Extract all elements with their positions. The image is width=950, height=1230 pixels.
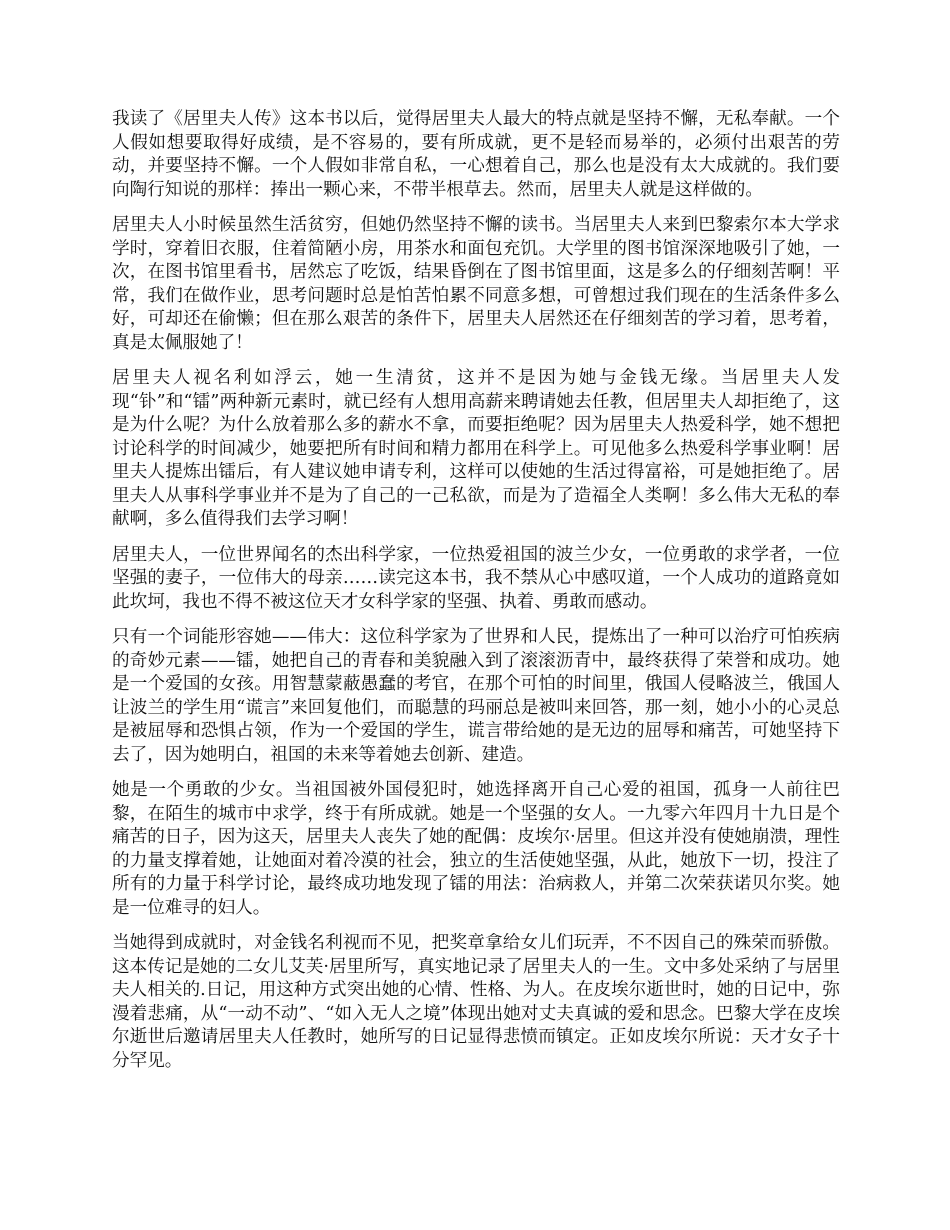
paragraph-5: 只有一个词能形容她——伟大：这位科学家为了世界和人民，提炼出了一种可以治疗可怕疾病的奇妙元素——镭，她把自己的青春和美貌融入到了滚滚沥青中，最终获得了荣誉和成功。她是一个爱国的女孩。用智慧蒙蔽愚蠢的考官，在那个可怕的时间里，俄国人侵略波兰，俄国人让波兰的学生用“谎言”来回复他们，而聪慧的玛丽总是被叫来回答，那一刻，她小小的心灵总是被屈辱和恐惧占领，作为一个爱国的学生，谎言带给她的是无边的屈辱和痛苦，可她坚持下去了，因为她明白，祖国的未来等着她去创新、建造。 [112,627,840,765]
paragraph-1: 我读了《居里夫人传》这本书以后，觉得居里夫人最大的特点就是坚持不懈，无私奉献。一个人假如想要取得好成绩，是不容易的，要有所成就，更不是轻而易举的，必须付出艰苦的劳动，并要坚持不懈。一个人假如非常自私，一心想着自己，那么也是没有太大成就的。我们要向陶行知说的那样：捧出一颗心来，不带半根草去。然而，居里夫人就是这样做的。 [112,109,840,200]
paragraph-6: 她是一个勇敢的少女。当祖国被外国侵犯时，她选择离开自己心爱的祖国，孤身一人前往巴黎，在陌生的城市中求学，终于有所成就。她是一个坚强的女人。一九零六年四月十九日是个痛苦的日子，因为这天，居里夫人丧失了她的配偶：皮埃尔·居里。但这并没有使她崩溃，理性的力量支撑着她，让她面对着冷漠的社会，独立的生活使她坚强，从此，她放下一切，投注了所有的力量于科学讨论，最终成功地发现了镭的用法：治病救人，并第二次荣获诺贝尔奖。她是一位难寻的妇人。 [112,780,840,918]
paragraph-3: 居里夫人视名利如浮云，她一生清贫，这并不是因为她与金钱无缘。当居里夫人发现“钋”和“镭”两种新元素时，就已经有人想用高薪来聘请她去任教，但居里夫人却拒绝了，这是为什么呢？为什么放着那么多的薪水不拿，而要拒绝呢？因为居里夫人热爱科学，她不想把讨论科学的时间减少，她要把所有时间和精力都用在科学上。可见他多么热爱科学事业啊！居里夫人提炼出镭后，有人建议她申请专利，这样可以使她的生活过得富裕，可是她拒绝了。居里夫人从事科学事业并不是为了自己的一己私欲，而是为了造福全人类啊！多么伟大无私的奉献啊，多么值得我们去学习啊！ [112,368,840,529]
paragraph-4: 居里夫人，一位世界闻名的杰出科学家，一位热爱祖国的波兰少女，一位勇敢的求学者，一位坚强的妻子，一位伟大的母亲……读完这本书，我不禁从心中感叹道，一个人成功的道路竟如此坎坷，我也不得不被这位天才女科学家的坚强、执着、勇敢而感动。 [112,544,840,612]
document-page [112,108,840,1085]
paragraph-7: 当她得到成就时，对金钱名利视而不见，把奖章拿给女儿们玩弄，不不因自己的殊荣而骄傲。这本传记是她的二女儿艾芙·居里所写，真实地记录了居里夫人的一生。文中多处采纳了与居里夫人相关的.日记，用这种方式突出她的心情、性格、为人。在皮埃尔逝世时，她的日记中，弥漫着悲痛，从“一动不动”、“如入无人之境”体现出她对丈夫真诚的爱和思念。巴黎大学在皮埃尔逝世后邀请居里夫人任教时，她所写的日记显得悲愤而镇定。正如皮埃尔所说：天才女子十分罕见。 [112,933,840,1071]
paragraph-2: 居里夫人小时候虽然生活贫穷，但她仍然坚持不懈的读书。当居里夫人来到巴黎索尔本大学求学时，穿着旧衣服，住着简陋小房，用茶水和面包充饥。大学里的图书馆深深地吸引了她，一次，在图书馆里看书，居然忘了吃饭，结果昏倒在了图书馆里面，这是多么的仔细刻苦啊！平常，我们在做作业，思考问题时总是怕苦怕累不同意多想，可曾想过我们现在的生活条件多么好，可却还在偷懒；但在那么艰苦的条件下，居里夫人居然还在仔细刻苦的学习着，思考着，真是太佩服她了！ [112,215,840,353]
